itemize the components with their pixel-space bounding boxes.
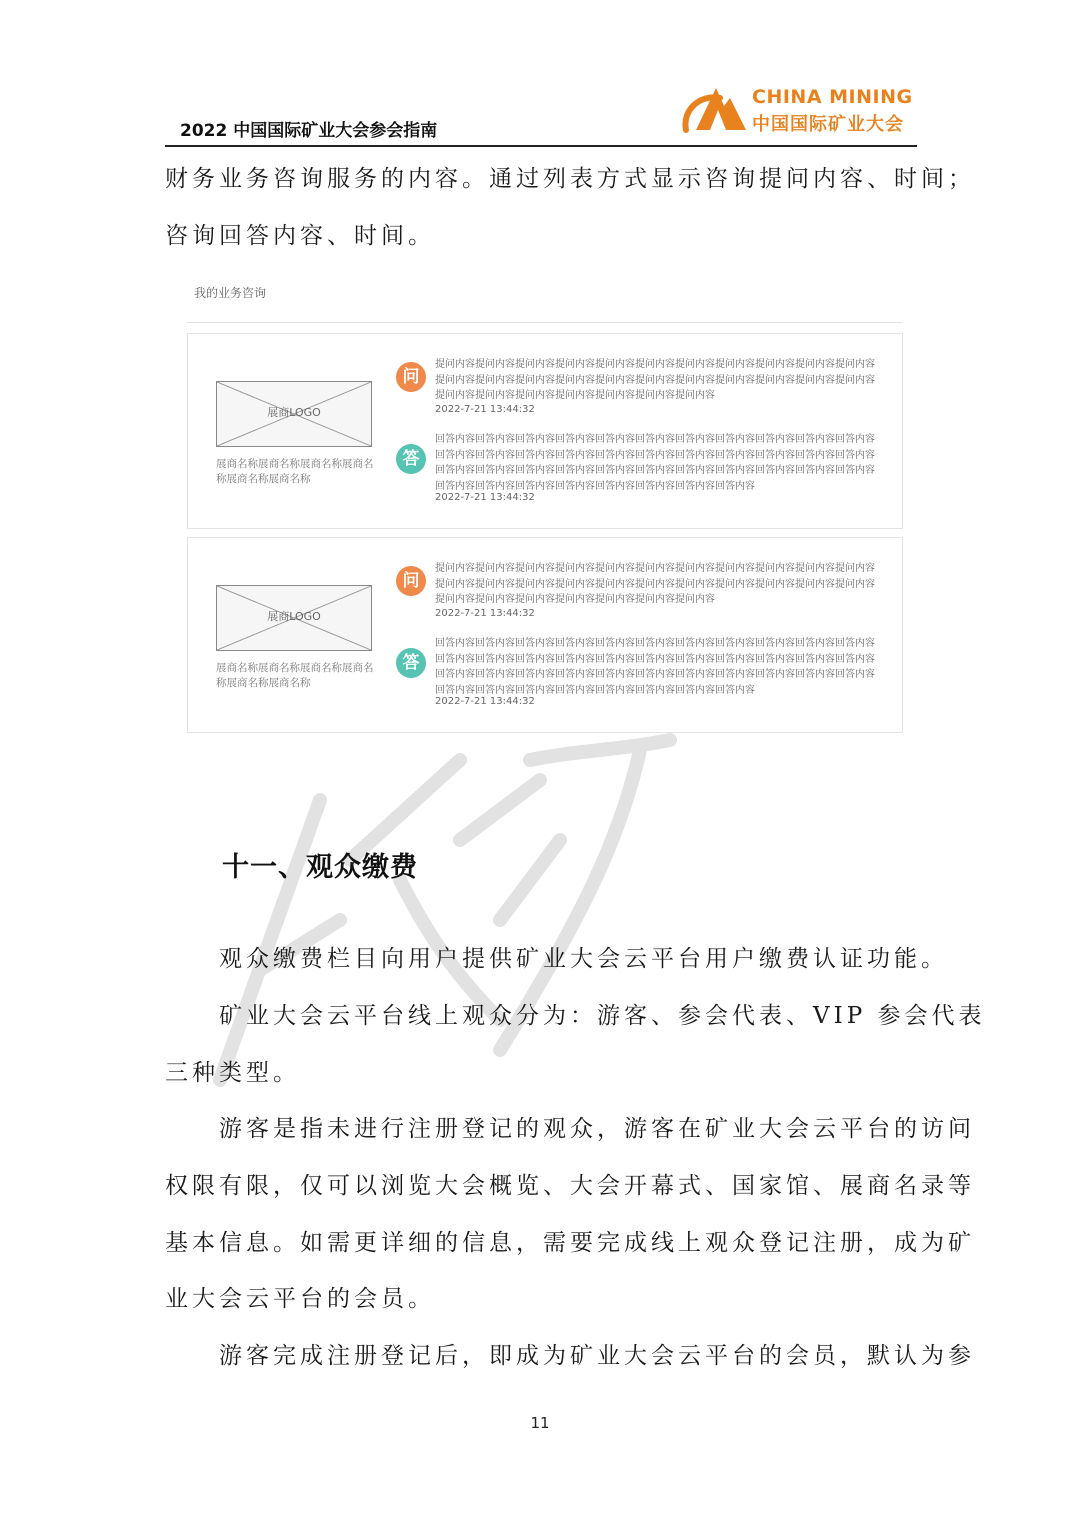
question-text: 提问内容提问内容提问内容提问内容提问内容提问内容提问内容提问内容提问内容提问内容提问内容提问内容提问内容提问内容提问内容提问内容提问内容提问内容提问内容提问内容提问内容提问内容提问内容提问内容提问内容提问内容提问内容提问内容提问内容 bbox=[435, 563, 875, 605]
answer-text: 回答内容回答内容回答内容回答内容回答内容回答内容回答内容回答内容回答内容回答内容回答内容回答内容回答内容回答内容回答内容回答内容回答内容回答内容回答内容回答内容回答内容回答内容回答内容回答内容回答内容回答内容回答内容回答内容回答内容回答内容回答内容回答内容回答内容回答内容回答内容回答内容回答内容回答内容回答内容回答内容回答内容 bbox=[435, 434, 875, 492]
logo-text-cn: 中国国际矿业大会 bbox=[752, 114, 904, 135]
exhibitor-logo-placeholder bbox=[216, 585, 372, 651]
intro-line-2: 咨询回答内容、时间。 bbox=[165, 223, 435, 249]
question-badge-icon: 问 bbox=[396, 566, 426, 596]
consult-card[interactable] bbox=[187, 537, 903, 733]
body-line: 矿业大会云平台线上观众分为：游客、参会代表、VIP 参会代表 bbox=[165, 1003, 986, 1029]
body-line: 游客完成注册登记后，即成为矿业大会云平台的会员，默认为参 bbox=[165, 1343, 975, 1369]
body-line: 基本信息。如需更详细的信息，需要完成线上观众登记注册，成为矿 bbox=[165, 1230, 975, 1256]
exhibitor-name: 展商名称展商名称展商名称展商名称展商名称展商名称 bbox=[216, 458, 374, 485]
question-time: 2022-7-21 13:44:32 bbox=[435, 608, 535, 619]
question-time: 2022-7-21 13:44:32 bbox=[435, 404, 535, 415]
answer-time: 2022-7-21 13:44:32 bbox=[435, 492, 535, 503]
intro-line-1: 财务业务咨询服务的内容。通过列表方式显示咨询提问内容、时间； bbox=[165, 166, 975, 192]
question-badge-icon: 问 bbox=[396, 362, 426, 392]
logo-placeholder-label: 展商LOGO bbox=[267, 610, 321, 623]
mountain-logo-icon bbox=[680, 80, 750, 136]
body-line: 业大会云平台的会员。 bbox=[165, 1286, 435, 1312]
mockup-heading: 我的业务咨询 bbox=[194, 286, 267, 300]
logo-text-en: CHINA MINING bbox=[752, 86, 913, 108]
body-line: 三种类型。 bbox=[165, 1060, 300, 1086]
question-text: 提问内容提问内容提问内容提问内容提问内容提问内容提问内容提问内容提问内容提问内容提问内容提问内容提问内容提问内容提问内容提问内容提问内容提问内容提问内容提问内容提问内容提问内容提问内容提问内容提问内容提问内容提问内容提问内容提问内容 bbox=[435, 359, 875, 401]
section-title: 十一、观众缴费 bbox=[222, 852, 418, 883]
china-mining-logo bbox=[680, 80, 920, 138]
logo-placeholder-label: 展商LOGO bbox=[267, 406, 321, 419]
body-line: 权限有限，仅可以浏览大会概览、大会开幕式、国家馆、展商名录等 bbox=[165, 1173, 975, 1199]
exhibitor-name: 展商名称展商名称展商名称展商名称展商名称展商名称 bbox=[216, 662, 374, 689]
answer-text: 回答内容回答内容回答内容回答内容回答内容回答内容回答内容回答内容回答内容回答内容回答内容回答内容回答内容回答内容回答内容回答内容回答内容回答内容回答内容回答内容回答内容回答内容回答内容回答内容回答内容回答内容回答内容回答内容回答内容回答内容回答内容回答内容回答内容回答内容回答内容回答内容回答内容回答内容回答内容回答内容回答内容 bbox=[435, 638, 875, 696]
body-line: 游客是指未进行注册登记的观众，游客在矿业大会云平台的访问 bbox=[165, 1116, 975, 1142]
answer-badge-icon: 答 bbox=[396, 648, 426, 678]
body-line: 观众缴费栏目向用户提供矿业大会云平台用户缴费认证功能。 bbox=[165, 946, 948, 972]
answer-badge-icon: 答 bbox=[396, 444, 426, 474]
answer-time: 2022-7-21 13:44:32 bbox=[435, 696, 535, 707]
header-divider bbox=[165, 145, 917, 147]
mockup-divider bbox=[187, 322, 902, 323]
page-number: 11 bbox=[530, 1414, 550, 1432]
consult-card[interactable] bbox=[187, 333, 903, 529]
exhibitor-logo-placeholder bbox=[216, 381, 372, 447]
page-header-title: 2022 中国国际矿业大会参会指南 bbox=[180, 121, 438, 141]
